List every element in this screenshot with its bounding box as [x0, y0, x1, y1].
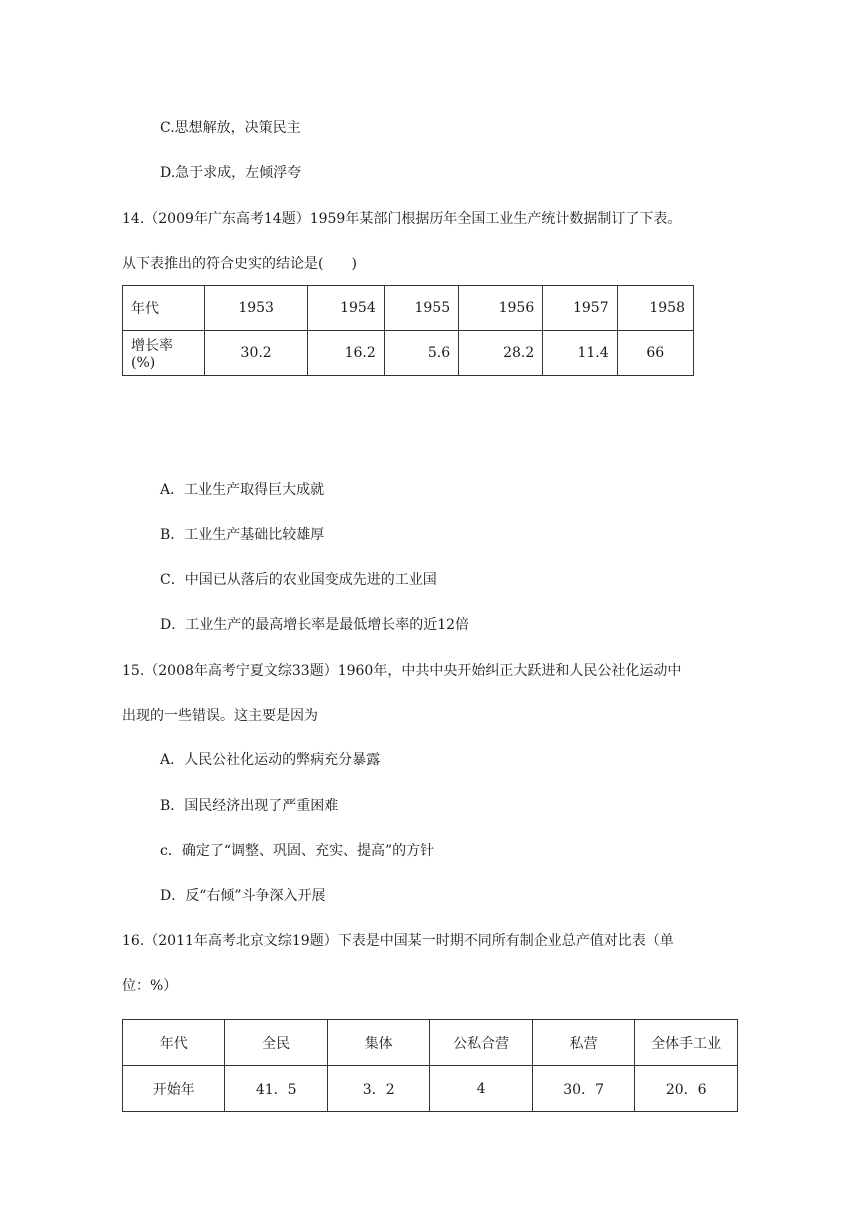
table-cell: 1953 [204, 286, 308, 331]
question-16-line1: 16.（2011年高考北京文综19题）下表是中国某一时期不同所有制企业总产值对比表（单 [122, 933, 674, 949]
table-cell: 30.2 [204, 331, 308, 376]
option-c-q13: C.思想解放，决策民主 [160, 120, 301, 136]
table-cell: 1957 [543, 286, 617, 331]
question-14-line2: 从下表推出的符合史实的结论是( ) [122, 256, 357, 272]
table-row [123, 331, 694, 376]
table-row [123, 1066, 738, 1112]
table-cell: 30．7 [532, 1066, 635, 1112]
option-b-q15: B．国民经济出现了严重困难 [160, 798, 339, 814]
table-header-cell: 全体手工业 [635, 1020, 738, 1066]
table-cell: 20．6 [635, 1066, 738, 1112]
table-header-cell: 集体 [327, 1020, 429, 1066]
table-cell: 41．5 [225, 1066, 328, 1112]
option-d-q13: D.急于求成，左倾浮夸 [160, 165, 302, 181]
ownership-output-table [122, 1019, 738, 1112]
table-cell: 1954 [308, 286, 384, 331]
table-cell: 66 [617, 331, 693, 376]
table-cell: 11.4 [543, 331, 617, 376]
table-cell: 1958 [617, 286, 693, 331]
table-row [123, 1020, 738, 1066]
table-cell: 5.6 [384, 331, 458, 376]
table-cell: 28.2 [459, 331, 543, 376]
option-d-q14: D．工业生产的最高增长率是最低增长率的近12倍 [160, 617, 470, 633]
table-header-cell: 增长率(%) [123, 331, 205, 376]
question-15-line1: 15.（2008年高考宁夏文综33题）1960年，中共中央开始纠正大跃进和人民公社化运动中 [122, 663, 682, 679]
table-row [123, 286, 694, 331]
table-cell: 1956 [459, 286, 543, 331]
table-cell: 16.2 [308, 331, 384, 376]
option-c-q14: C．中国已从落后的农业国变成先进的工业国 [160, 572, 437, 588]
option-d-q15: D．反“右倾”斗争深入开展 [160, 888, 326, 904]
growth-rate-table [122, 285, 694, 376]
table-cell: 1955 [384, 286, 458, 331]
question-14-line1: 14.（2009年广东高考14题）1959年某部门根据历年全国工业生产统计数据制订了下表。 [122, 211, 682, 227]
table-header-cell: 公私合营 [430, 1020, 532, 1066]
table-cell: 3．2 [327, 1066, 429, 1112]
option-b-q14: B．工业生产基础比较雄厚 [160, 527, 325, 543]
option-a-q14: A．工业生产取得巨大成就 [160, 482, 325, 498]
table-cell: 开始年 [123, 1066, 225, 1112]
table-header-cell: 年代 [123, 1020, 225, 1066]
table-header-cell: 全民 [225, 1020, 328, 1066]
table-header-cell: 年代 [123, 286, 205, 331]
option-c-q15: c．确定了“调整、巩固、充实、提高”的方针 [160, 843, 435, 859]
option-a-q15: A．人民公社化运动的弊病充分暴露 [160, 752, 381, 768]
question-16-line2: 位：%） [122, 978, 178, 994]
table-header-cell: 私营 [532, 1020, 635, 1066]
table-cell: 4 [430, 1066, 532, 1112]
question-15-line2: 出现的一些错误。这主要是因为 [122, 708, 318, 724]
